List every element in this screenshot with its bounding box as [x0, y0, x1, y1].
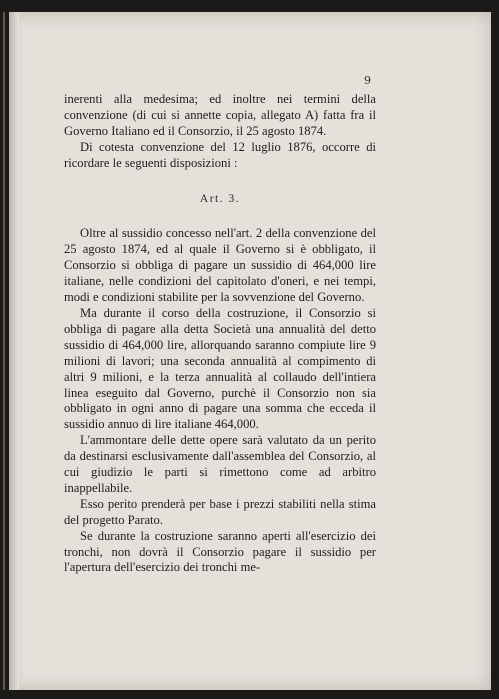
article-heading: Art. 3. [199, 192, 241, 205]
paragraph-expert-basis: Esso perito prenderà per base i prezzi stabiliti nella stima del progetto Parato. [64, 496, 376, 527]
paragraph-sections-opening: Se durante la costruzione saranno aperti all'esercizio dei tronchi, non dovrà il Consorzio pagare il sussidio per l'apertura dell'esercizio dei tronchi me- [64, 528, 376, 575]
book-spine-edge [3, 12, 5, 690]
paragraph-continuation: inerenti alla medesima; ed inoltre nei termini della convenzione (di cui si annette copia, allegato A) fatta fra il Governo Italiano ed il Consorzio, il 25 agosto 1874. [64, 92, 376, 138]
paragraph-subsidy: Oltre al sussidio concesso nell'art. 2 della convenzione del 25 agosto 1874, ed al quale il Governo si è obbligato, il Consorzio si obbliga di pagare un sussidio di 464,000 lire italiane, nelle condizioni del capitolato d'oneri, e nei tempi, modi e condizioni stabilite per la sovvenzione del Governo. [64, 226, 376, 305]
page-number: 9 [364, 74, 371, 87]
paragraph-valuation: L'ammontare delle dette opere sarà valutato da un perito da destinarsi esclusivamente dall'assemblea del Consorzio, al cui giudizio le parti si rimettono come ad arbitro inappellabile. [64, 433, 376, 495]
paragraph-annuity: Ma durante il corso della costruzione, il Consorzio si obbliga di pagare alla detta Società una annualità del detto sussidio di 464,000 lire, allorquando saranno compiute lire 9 milioni di lavori; una seconda annualità al compimento di altri 9 milioni, e la terza annualità al collaudo dell'intiera linea eseguito dal Governo, purchè il Consorzio non sia obbligato in ogni anno di pagare una somma che ecceda il sussidio annuo di lire italiane 464,000. [64, 305, 376, 432]
page-gutter-shadow [9, 12, 19, 690]
body-text [64, 92, 376, 576]
paragraph-convention-intro: Di cotesta convenzione del 12 luglio 1876, occorre di ricordare le seguenti disposizioni : [64, 139, 376, 170]
